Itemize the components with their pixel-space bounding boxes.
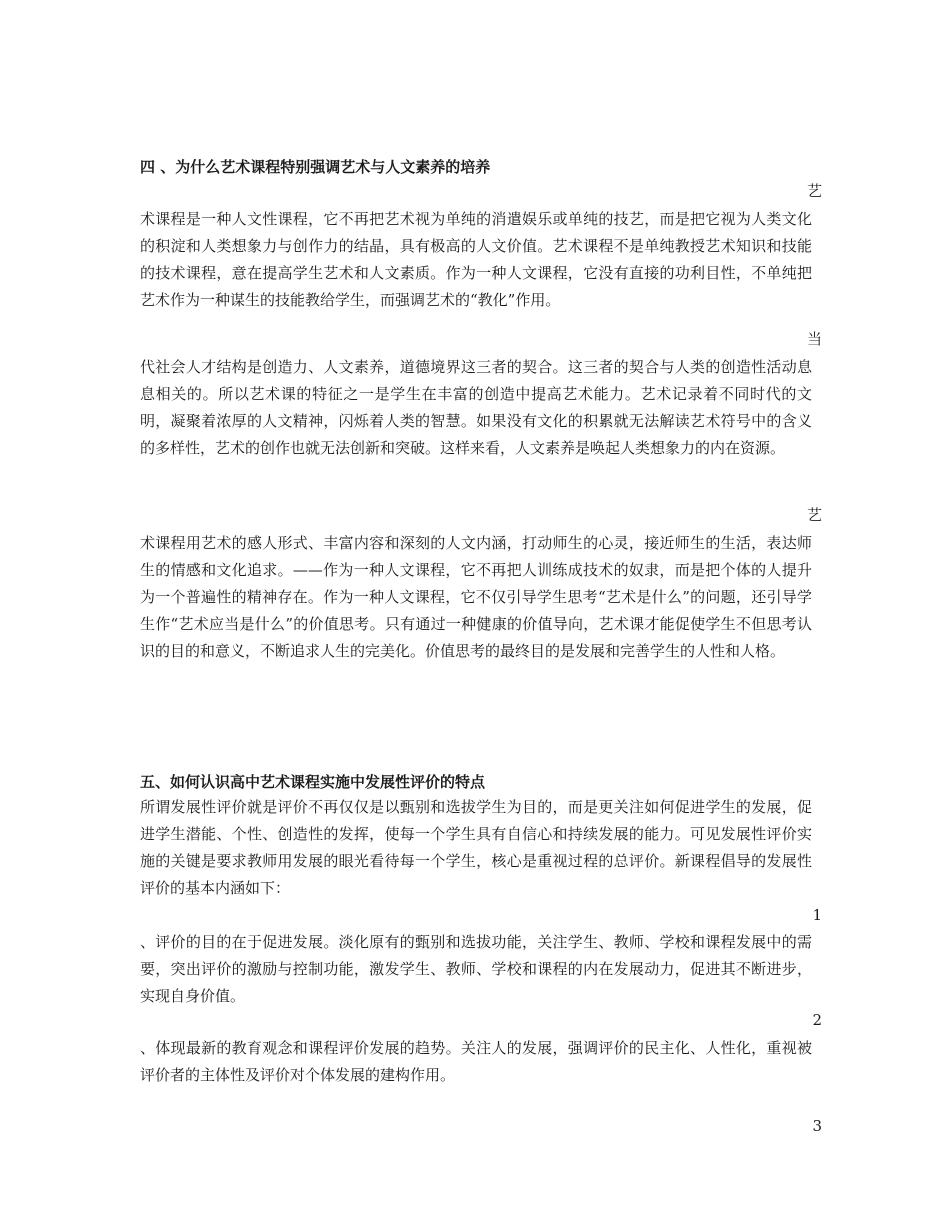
paragraph-1-first-char: 艺 xyxy=(806,182,822,200)
paragraph-3-first-char: 艺 xyxy=(806,506,822,524)
paragraph-1-text: 术课程是一种人文性课程，它不再把艺术视为单纯的消遣娱乐或单纯的技艺，而是把它视为人类文化的积淀和人类想象力与创作力的结晶，具有极高的人文价值。艺术课程不是单纯教授艺术知识和技能的技术课程，意在提高学生艺术和人文素质。作为一种人文课程，它没有直接的功利目性，不单纯把艺术作为一种谋生的技能教给学生，而强调艺术的“教化”作用。 xyxy=(140,210,812,309)
item-3-number: 3 xyxy=(812,1117,822,1135)
item-1-text: 、评价的目的在于促进发展。淡化原有的甄别和选拔功能，关注学生、教师、学校和课程发展中的需要，突出评价的激励与控制功能，激发学生、教师、学校和课程的内在发展动力，促进其不断进步，实现自身价值。 xyxy=(140,933,812,1005)
section-4-heading: 四 、为什么艺术课程特别强调艺术与人文素养的培养 xyxy=(140,158,491,176)
item-2-number: 2 xyxy=(812,1011,822,1029)
paragraph-3-text: 术课程用艺术的感人形式、丰富内容和深刻的人文内涵，打动师生的心灵，接近师生的生活，表达师生的情感和文化追求。——作为一种人文课程，它不再把人训练成技术的奴隶，而是把个体的人提升为一个普遍性的精神存在。作为一种人文课程，它不仅引导学生思考“艺术是什么”的问题，还引导学生作“艺术应当是什么”的价值思考。只有通过一种健康的价值导向，艺术课才能促使学生不但思考认识的目的和意义，不断追求人生的完美化。价值思考的最终目的是发展和完善学生的人性和人格。 xyxy=(140,534,812,660)
section-5-intro: 所谓发展性评价就是评价不再仅仅是以甄别和选拔学生为目的，而是更关注如何促进学生的发展，促进学生潜能、个性、创造性的发挥，使每一个学生具有自信心和持续发展的能力。可见发展性评价实施的关键是要求教师用发展的眼光看待每一个学生，核心是重视过程的总评价。新课程倡导的发展性评价的基本内涵如下： xyxy=(140,798,812,897)
item-1-number: 1 xyxy=(812,906,822,924)
paragraph-2-first-char: 当 xyxy=(806,330,822,348)
item-2-text: 、体现最新的教育观念和课程评价发展的趋势。关注人的发展，强调评价的民主化、人性化，重视被评价者的主体性及评价对个体发展的建构作用。 xyxy=(140,1039,812,1084)
paragraph-2-text: 代社会人才结构是创造力、人文素养，道德境界这三者的契合。这三者的契合与人类的创造性活动息息相关的。所以艺术课的特征之一是学生在丰富的创造中提高艺术能力。艺术记录着不同时代的文明，凝聚着浓厚的人文精神，闪烁着人类的智慧。如果没有文化的积累就无法解读艺术符号中的含义的多样性，艺术的创作也就无法创新和突破。这样来看，人文素养是唤起人类想象力的内在资源。 xyxy=(140,358,812,457)
section-5-heading: 五、如何认识高中艺术课程实施中发展性评价的特点 xyxy=(140,773,486,791)
